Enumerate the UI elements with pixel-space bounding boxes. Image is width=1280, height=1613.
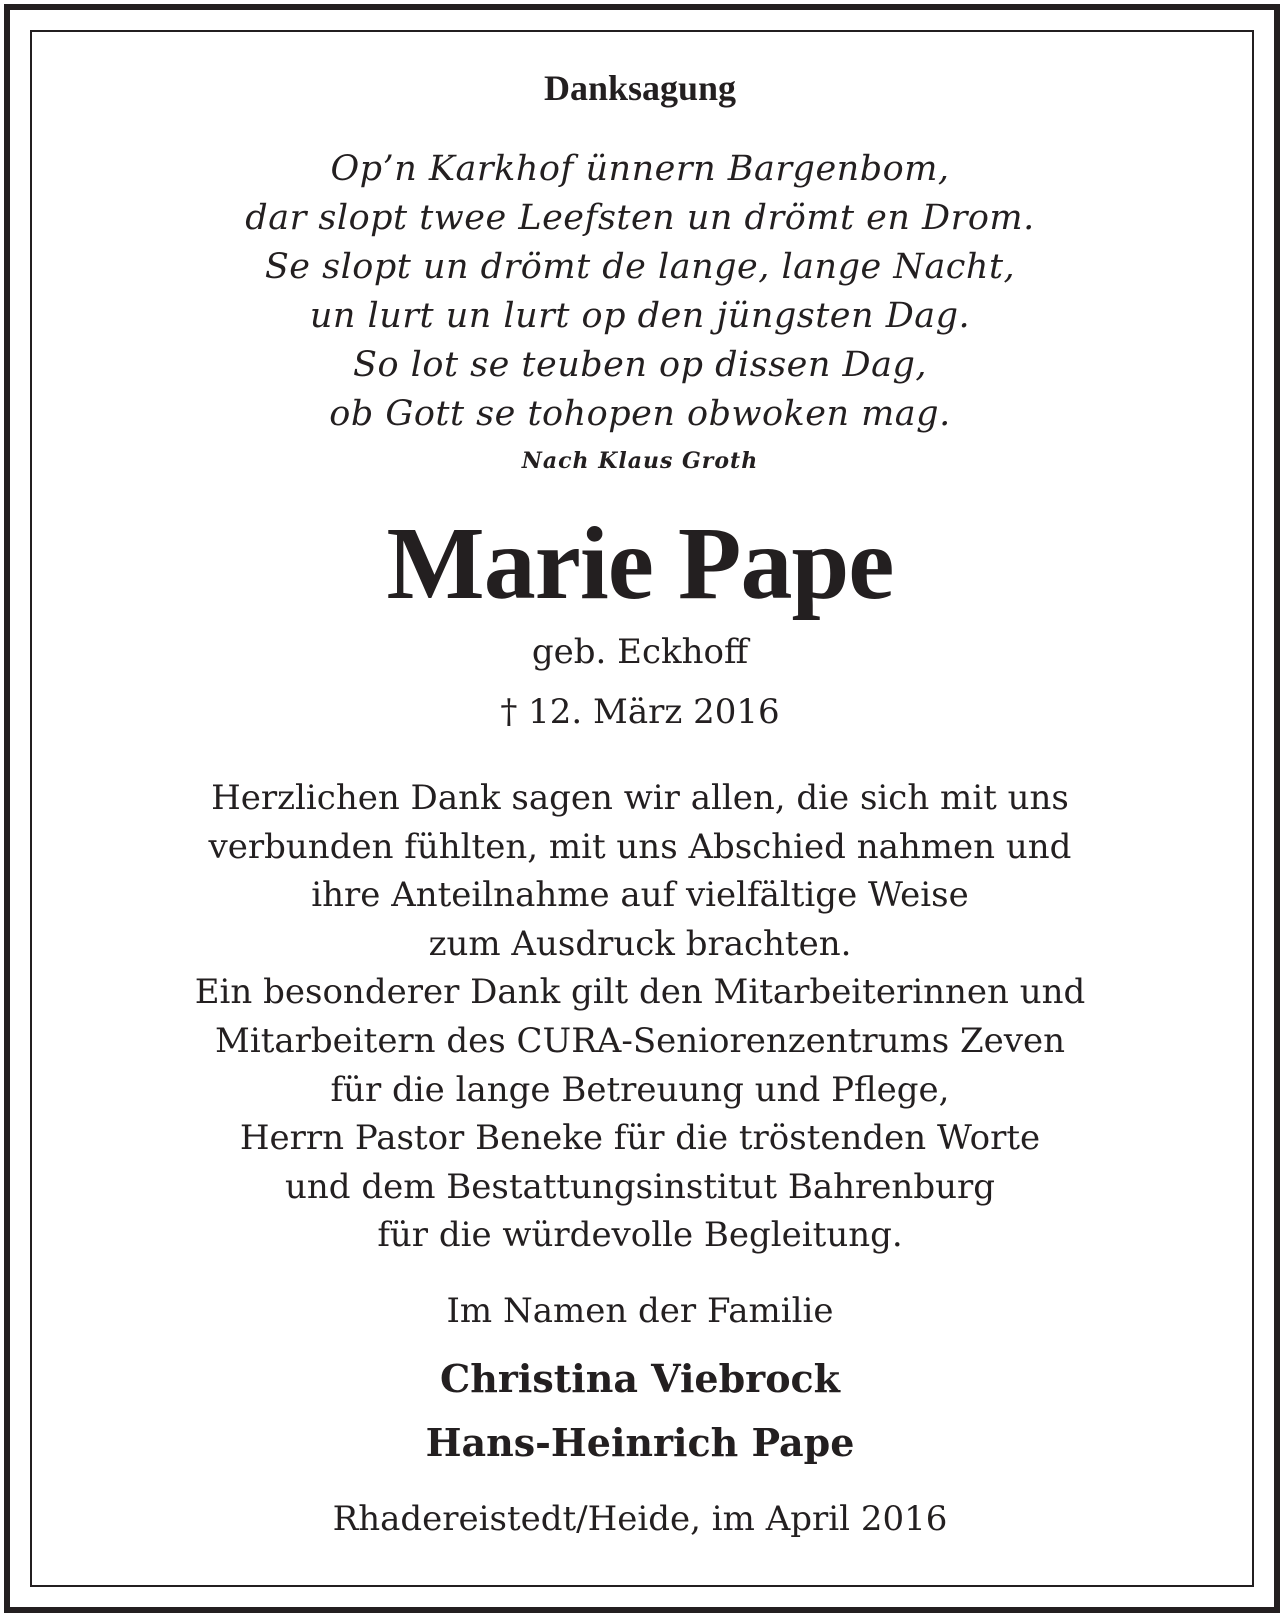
thanks-line: Mitarbeitern des CURA-Seniorenzentrums Zeven	[215, 1020, 1065, 1061]
poem-line: So lot se teuben op dissen Dag,	[353, 345, 927, 385]
thanks-line: verbunden fühlten, mit uns Abschied nahmen und	[208, 826, 1072, 867]
deceased-name: Marie Pape	[386, 506, 894, 621]
poem-author: Nach Klaus Groth	[521, 448, 759, 474]
death-date: † 12. März 2016	[500, 692, 780, 732]
poem-line: dar slopt twee Leefsten un drömt en Drom.	[245, 198, 1035, 238]
thanks-line: Ein besonderer Dank gilt den Mitarbeiterinnen und	[194, 972, 1086, 1013]
thanks-line: für die lange Betreuung und Pflege,	[330, 1069, 950, 1110]
place-date: Rhadereistedt/Heide, im April 2016	[332, 1499, 948, 1539]
family-intro: Im Namen der Familie	[446, 1291, 834, 1331]
notice-heading: Danksagung	[543, 68, 737, 108]
thanks-text	[0, 774, 1280, 1260]
thanks-line: und dem Bestattungsinstitut Bahrenburg	[284, 1166, 995, 1207]
thanks-line: zum Ausdruck brachten.	[428, 923, 852, 964]
poem-line: Se slopt un drömt de lange, lange Nacht,	[264, 247, 1016, 287]
poem-line: ob Gott se tohopen obwoken mag.	[329, 394, 951, 434]
poem-line: un lurt un lurt op den jüngsten Dag.	[309, 296, 971, 336]
thanks-line: Herzlichen Dank sagen wir allen, die sich mit uns	[211, 778, 1069, 818]
thanks-line: ihre Anteilnahme auf vielfältige Weise	[311, 875, 969, 916]
signer-name: Christina Viebrock	[439, 1356, 841, 1401]
thanks-line: Herrn Pastor Beneke für die tröstenden Worte	[239, 1118, 1041, 1159]
thanks-line: für die würdevolle Begleitung.	[377, 1215, 903, 1256]
maiden-name: geb. Eckhoff	[531, 632, 749, 672]
poem	[0, 145, 1280, 439]
poem-line: Op’n Karkhof ünnern Bargenbom,	[330, 149, 950, 189]
signer-name: Hans-Heinrich Pape	[425, 1420, 855, 1465]
